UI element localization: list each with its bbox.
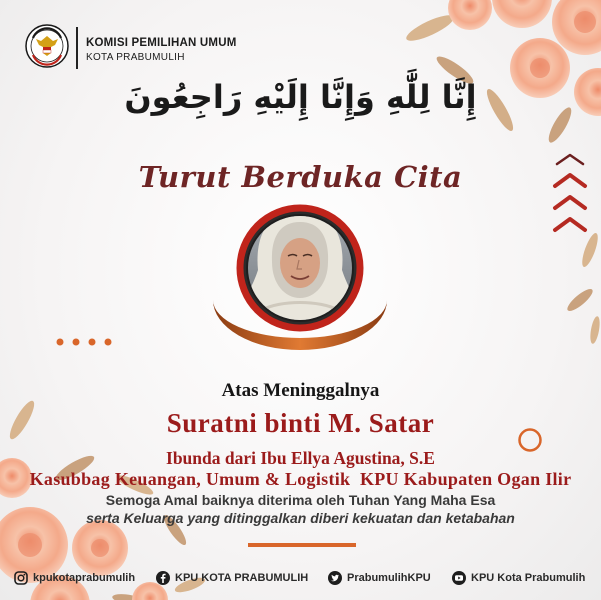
instagram-icon	[14, 571, 28, 585]
prayer-line-2: serta Keluarga yang ditinggalkan diberi kekuatan dan ketabahan	[86, 510, 515, 526]
deceased-name: Suratni binti M. Satar	[166, 408, 435, 438]
chevron-up-icon	[555, 197, 585, 208]
headline: Turut Berduka Cita	[138, 160, 463, 194]
prayer-line-1: Semoga Amal baiknya diterima oleh Tuhan Yang Maha Esa	[105, 492, 496, 508]
social-youtube-handle: KPU Kota Prabumulih	[471, 572, 586, 584]
social-instagram-handle: kpukotaprabumulih	[33, 572, 136, 584]
chevron-up-icon	[555, 219, 585, 230]
social-facebook-handle: KPU KOTA PRABUMULIH	[175, 572, 309, 584]
kpu-logo	[26, 25, 68, 67]
divider-bar	[248, 543, 356, 547]
social-twitter[interactable]	[328, 570, 431, 586]
social-instagram[interactable]	[14, 570, 135, 586]
arabic-phrase: إِنَّا لِلَّٰهِ وَإِنَّا إِلَيْهِ رَاجِعُونَ	[124, 78, 477, 116]
social-twitter-handle: PrabumulihKPU	[347, 572, 431, 584]
youtube-icon	[452, 571, 466, 585]
twitter-icon	[328, 571, 342, 585]
org-city: KOTA PRABUMULIH	[86, 52, 185, 63]
social-youtube[interactable]	[452, 570, 585, 586]
org-name: KOMISI PEMILIHAN UMUM	[86, 37, 237, 49]
portrait-frame	[213, 208, 387, 350]
relation-line: Ibunda dari Ibu Ellya Agustina, S.E	[166, 448, 435, 468]
dot-decoration	[57, 339, 112, 346]
position-line: Kasubbag Keuangan, Umum & Logistik KPU Kabupaten Ogan Ilir	[29, 469, 572, 489]
header-divider	[76, 27, 78, 69]
facebook-icon	[156, 571, 170, 585]
intro-text: Atas Meninggalnya	[221, 380, 380, 401]
social-facebook[interactable]	[156, 570, 308, 586]
